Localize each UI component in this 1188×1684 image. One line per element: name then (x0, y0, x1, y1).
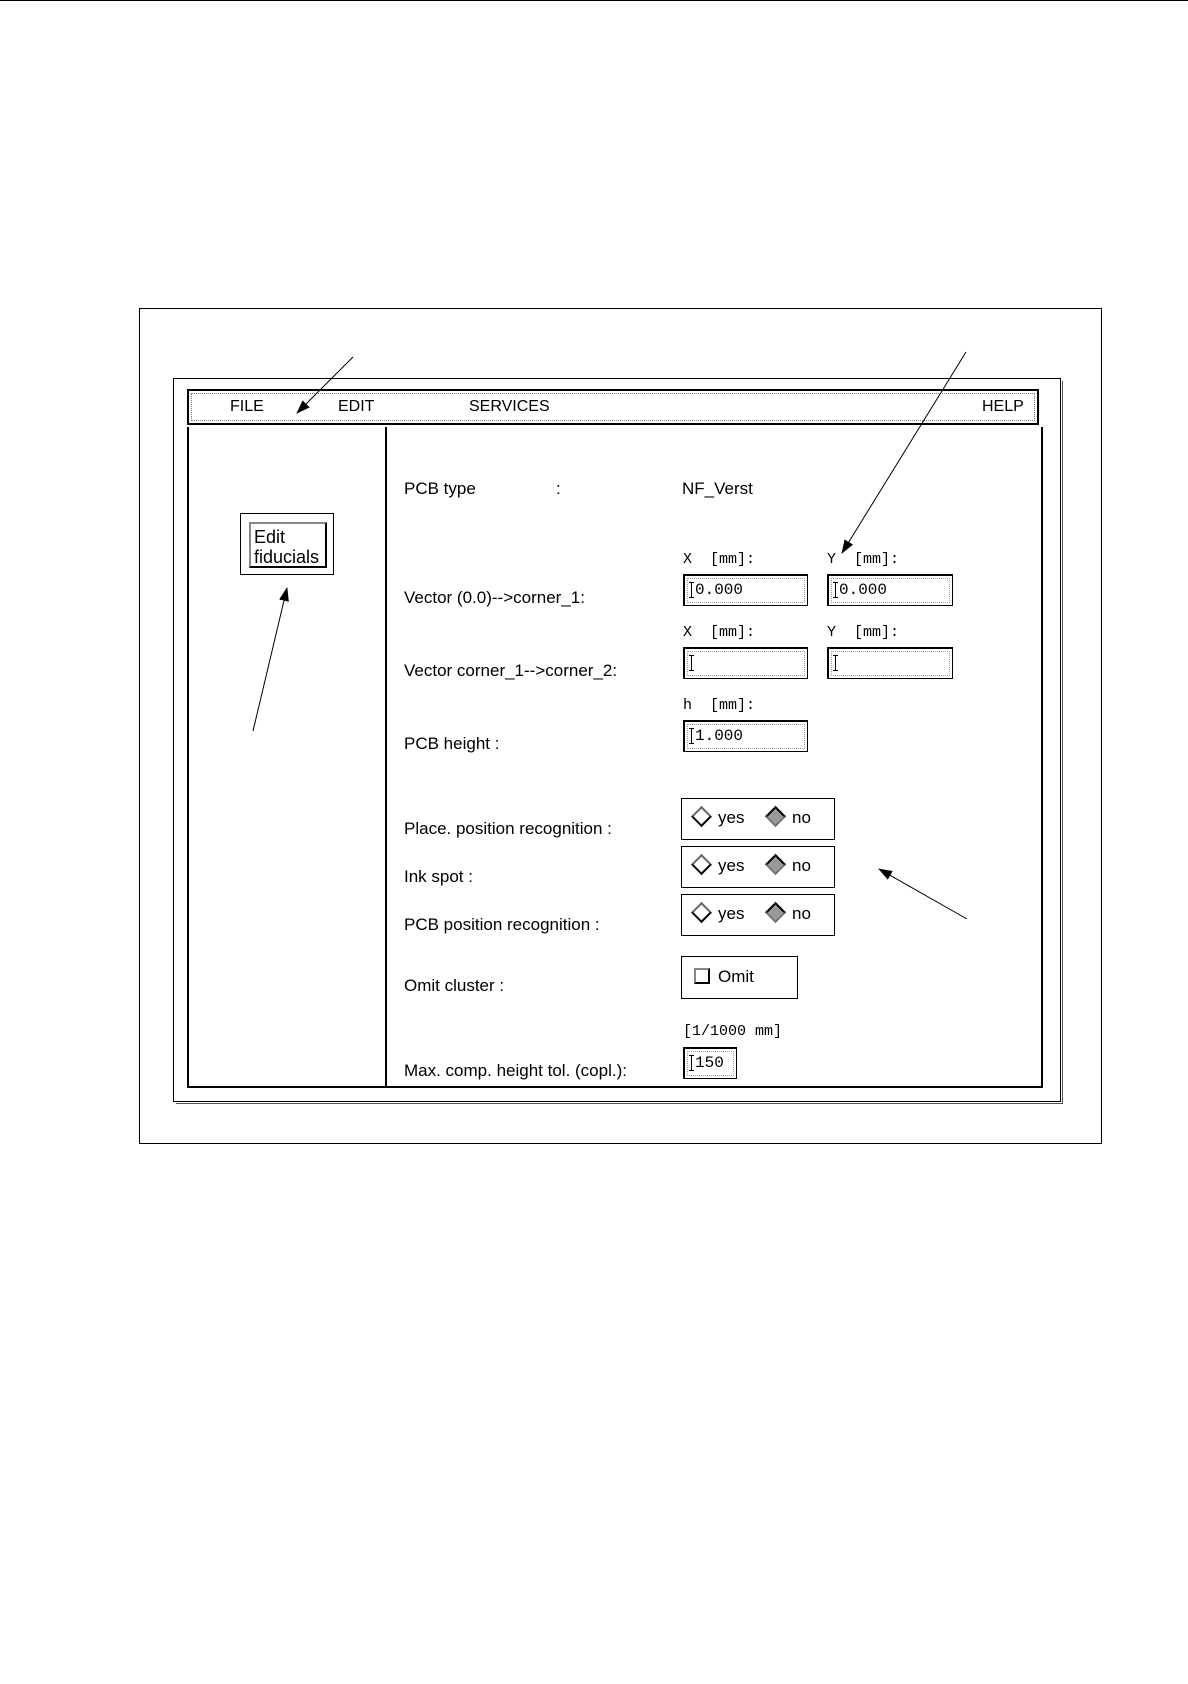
place-recognition-yes[interactable]: yes (694, 807, 744, 829)
edit-fiducials-label: Edit fiducials (254, 527, 320, 567)
vector2-x-header: X [mm]: (683, 624, 756, 641)
ink-spot-label: Ink spot : (404, 867, 473, 886)
vector1-y-header: Y [mm]: (827, 551, 900, 568)
max-height-header: [1/1000 mm] (683, 1023, 783, 1040)
arrow-to-y-header (842, 352, 966, 553)
menu-edit[interactable]: EDIT (338, 398, 375, 415)
height-label: PCB height : (404, 734, 500, 753)
omit-option: Omit (694, 966, 754, 988)
menu-file[interactable]: FILE (230, 398, 264, 415)
arrow-to-button (253, 588, 287, 731)
ink-spot-yes[interactable]: yes (694, 855, 744, 877)
menu-help[interactable]: HELP (982, 398, 1024, 415)
pcb-type-colon: : (556, 479, 561, 498)
menu-services[interactable]: SERVICES (469, 398, 550, 415)
max-height-label: Max. comp. height tol. (copl.): (404, 1061, 627, 1080)
height-header: h [mm]: (683, 697, 756, 714)
omit-cluster-label: Omit cluster : (404, 976, 505, 995)
pcb-recognition-no[interactable]: no (768, 903, 811, 925)
pcb-type-value: NF_Verst (682, 479, 753, 498)
vector2-y-header: Y [mm]: (827, 624, 900, 641)
pcb-recognition-yes[interactable]: yes (694, 903, 744, 925)
ink-spot-no[interactable]: no (768, 855, 811, 877)
pcb-recognition-label: PCB position recognition : (404, 915, 600, 934)
pcb-type-label: PCB type (404, 479, 476, 498)
arrow-to-menu (297, 357, 353, 413)
vector2-label: Vector corner_1-->corner_2: (404, 661, 618, 680)
place-recognition-no[interactable]: no (768, 807, 811, 829)
place-recognition-label: Place. position recognition : (404, 819, 612, 838)
vector1-label: Vector (0.0)-->corner_1: (404, 588, 585, 607)
arrow-to-radio (879, 869, 967, 919)
vector1-x-header: X [mm]: (683, 551, 756, 568)
